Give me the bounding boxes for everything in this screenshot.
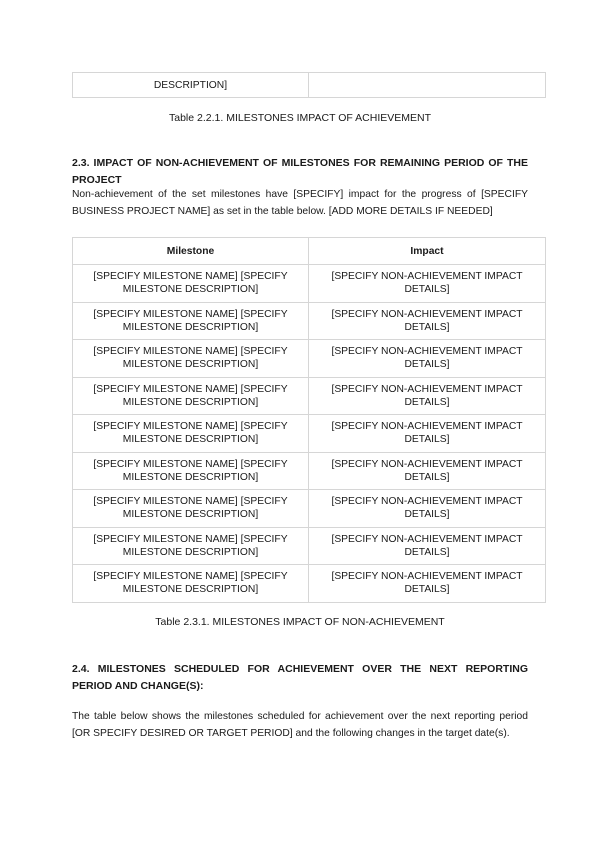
- milestone-cell: [SPECIFY MILESTONE NAME] [SPECIFY MILESTONE DESCRIPTION]: [73, 265, 309, 303]
- milestone-cell: [SPECIFY MILESTONE NAME] [SPECIFY MILESTONE DESCRIPTION]: [73, 302, 309, 340]
- section-heading-2-4: 2.4. MILESTONES SCHEDULED FOR ACHIEVEMENT OVER THE NEXT REPORTING PERIOD AND CHANGE(S):: [72, 663, 528, 692]
- impact-cell: [SPECIFY NON-ACHIEVEMENT IMPACT DETAILS]: [309, 340, 546, 378]
- milestones-non-achievement-table: [72, 237, 546, 603]
- table-row: [73, 302, 546, 340]
- impact-cell: [SPECIFY NON-ACHIEVEMENT IMPACT DETAILS]: [309, 490, 546, 528]
- milestone-cell: DESCRIPTION]: [73, 73, 309, 98]
- milestone-cell: [SPECIFY MILESTONE NAME] [SPECIFY MILESTONE DESCRIPTION]: [73, 565, 309, 603]
- milestones-achievement-table-tail: [72, 72, 546, 98]
- table-row: [73, 490, 546, 528]
- section-paragraph-2-4: The table below shows the milestones scheduled for achievement over the next reporting period [OR SPECIFY DESIRED OR TARGET PERIOD] and the following changes in the target date(s).: [72, 711, 528, 739]
- table-row: [73, 73, 546, 98]
- table-row: [73, 377, 546, 415]
- section-heading-2-3: 2.3. IMPACT OF NON-ACHIEVEMENT OF MILESTONES FOR REMAINING PERIOD OF THE PROJECT: [72, 157, 528, 186]
- impact-cell: [309, 73, 546, 98]
- impact-cell: [SPECIFY NON-ACHIEVEMENT IMPACT DETAILS]: [309, 452, 546, 490]
- impact-cell: [SPECIFY NON-ACHIEVEMENT IMPACT DETAILS]: [309, 265, 546, 303]
- table-row: [73, 415, 546, 453]
- section-paragraph-2-3: Non-achievement of the set milestones have [SPECIFY] impact for the progress of [SPECIFY BUSINESS PROJECT NAME] as set in the table below. [ADD MORE DETAILS IF NEEDED]: [72, 189, 528, 217]
- milestone-cell: [SPECIFY MILESTONE NAME] [SPECIFY MILESTONE DESCRIPTION]: [73, 340, 309, 378]
- milestone-cell: [SPECIFY MILESTONE NAME] [SPECIFY MILESTONE DESCRIPTION]: [73, 452, 309, 490]
- milestone-cell: [SPECIFY MILESTONE NAME] [SPECIFY MILESTONE DESCRIPTION]: [73, 490, 309, 528]
- milestone-cell: [SPECIFY MILESTONE NAME] [SPECIFY MILESTONE DESCRIPTION]: [73, 527, 309, 565]
- table-caption-231: Table 2.3.1. MILESTONES IMPACT OF NON-ACHIEVEMENT: [155, 616, 445, 628]
- table-row: [73, 527, 546, 565]
- table-row: [73, 565, 546, 603]
- table-row: [73, 340, 546, 378]
- column-header-impact: Impact: [309, 238, 546, 265]
- table-header-row: [73, 238, 546, 265]
- column-header-milestone: Milestone: [73, 238, 309, 265]
- milestone-cell: [SPECIFY MILESTONE NAME] [SPECIFY MILESTONE DESCRIPTION]: [73, 415, 309, 453]
- table-row: [73, 265, 546, 303]
- impact-cell: [SPECIFY NON-ACHIEVEMENT IMPACT DETAILS]: [309, 302, 546, 340]
- impact-cell: [SPECIFY NON-ACHIEVEMENT IMPACT DETAILS]: [309, 565, 546, 603]
- impact-cell: [SPECIFY NON-ACHIEVEMENT IMPACT DETAILS]: [309, 377, 546, 415]
- table-caption-221: Table 2.2.1. MILESTONES IMPACT OF ACHIEVEMENT: [169, 112, 431, 124]
- milestone-cell: [SPECIFY MILESTONE NAME] [SPECIFY MILESTONE DESCRIPTION]: [73, 377, 309, 415]
- impact-cell: [SPECIFY NON-ACHIEVEMENT IMPACT DETAILS]: [309, 527, 546, 565]
- table-row: [73, 452, 546, 490]
- impact-cell: [SPECIFY NON-ACHIEVEMENT IMPACT DETAILS]: [309, 415, 546, 453]
